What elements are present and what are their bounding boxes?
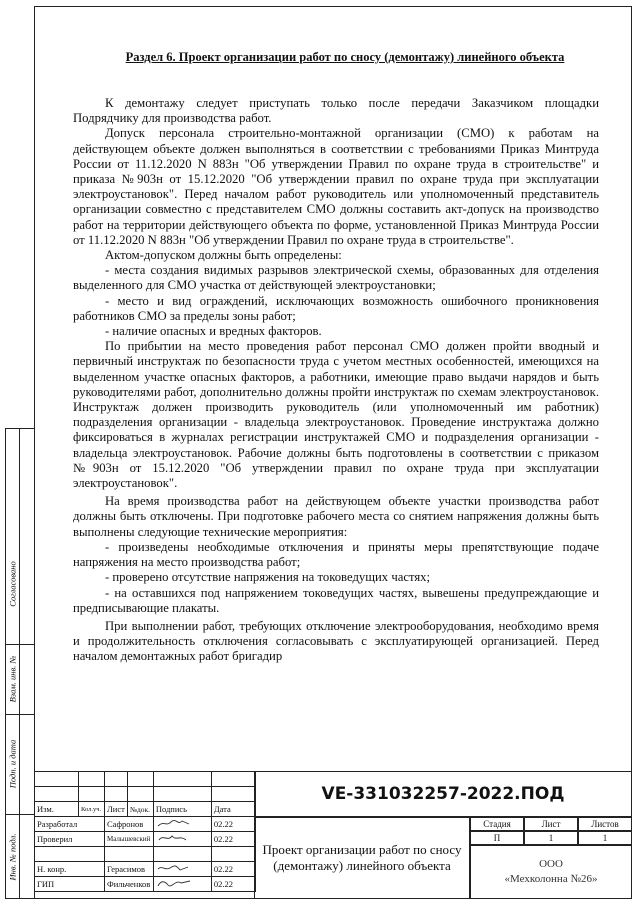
stage-value: П — [470, 831, 524, 845]
section-title: Раздел 6. Проект организации работ по сносу (демонтажу) линейного объекта — [125, 50, 565, 64]
table-row: Проверил Малышевский 02.22 — [35, 832, 256, 847]
list-item: - место и вид ограждений, исключающих возможность ошибочного проникновения работников СМО за пределы зоны работ; — [73, 293, 599, 323]
sheet-header: Лист — [524, 817, 578, 831]
paragraph: Актом-допуском должны быть определены: — [105, 248, 342, 263]
sheet-value: 1 — [524, 831, 578, 845]
list-item: - произведены необходимые отключения и приняты меры препятствующие подаче напряжения на место производства работ; — [73, 539, 599, 570]
list-item: - наличие опасных и вредных факторов. — [105, 324, 322, 339]
table-row: Разработал Сафронов 02.22 — [35, 817, 256, 832]
agreed-label: Согласовано — [7, 561, 18, 607]
paragraph: Допуск персонала строительно-монтажной организации (СМО) к работам на действующем объекте должен выполняться в соответствии с требованиями Приказ Минтруда России от 11.12.2020 N 883н "Об утверждении Правил по охране труда в строительстве" и приказа №903н от 15.12.2020 "Об утверждении правил по охране труда при эксплуатации электроустановок". Перед началом работ руководитель или уполномоченный представитель организации совместно с представителем СМО должны составить акт-допуск на производство работ на территории действующего объекта по форме, установленной Приказ Минтруда России от 11.12.2020 N 883н "Об утверждении Правил по охране труда в строительстве". — [73, 126, 599, 247]
signature-table — [34, 771, 256, 892]
signature — [153, 817, 211, 832]
sheets-value: 1 — [578, 831, 632, 845]
paragraph: На время производства работ на действующем объекте участки производства работ должны быть отключены. При подготовке рабочего места со снятием напряжения должны быть выполнены следующие технические мероприятия: — [73, 494, 599, 539]
organization: ООО «Мехколонна №26» — [470, 845, 632, 899]
signature — [153, 877, 211, 892]
document-code: VE-331032257-2022.ПОД — [254, 771, 632, 817]
document-name: Проект организации работ по сносу (демонтажу) линейного объекта — [254, 817, 470, 899]
sheets-header: Листов — [578, 817, 632, 831]
inv-number-label: Инв. № подл. — [7, 833, 18, 880]
document-body — [73, 96, 599, 665]
paragraph: При выполнении работ, требующих отключение электрооборудования, необходимо время и продолжительность отключения согласовывать с эксплуатирующей организацией. Перед началом демонтажных работ бригадир — [73, 618, 599, 664]
sign-date-label: Подп. и дата — [7, 739, 18, 789]
list-item: - проверено отсутствие напряжения на токоведущих частях; — [105, 570, 431, 585]
approval-strip — [5, 428, 34, 899]
stage-block — [470, 817, 632, 899]
replace-inv-label: Взам. инв. № — [7, 655, 18, 703]
list-item: - места создания видимых разрывов электрической схемы, образованных для отделения выделенного для СМО участка от действующей электроустановки; — [73, 263, 599, 293]
table-row: ГИП Фильченков 02.22 — [35, 877, 256, 892]
signature — [153, 832, 211, 847]
table-header-row: Изм. Кол.уч. Лист №док. Подпись Дата — [35, 802, 256, 817]
paragraph: К демонтажу следует приступать только после передачи Заказчиком площадки Подрядчику для производства работ. — [73, 96, 599, 126]
signature — [153, 862, 211, 877]
title-block — [34, 771, 632, 899]
table-row: Н. конр. Герасимов 02.22 — [35, 862, 256, 877]
table-row — [35, 847, 256, 862]
list-item: - на оставшихся под напряжением токоведущих частях, вывешены предупреждающие и предписывающие плакаты. — [73, 585, 599, 615]
stage-header: Стадия — [470, 817, 524, 831]
paragraph: По прибытии на место проведения работ персонал СМО должен пройти вводный и первичный инструктаж по безопасности труда с учетом местных особенностей, имеющихся на выделенном участке опасных факторов, а работники, имеющие право выдачи нарядов и быть руководителями работ, дополнительно должны пройти инструктаж по схемам электроустановок. Инструктаж должен производить руководитель (или уполномоченный им работник) подразделения организации - владельца электроустановок. Проведение инструктажа должно фиксироваться в журналах регистрации инструктажей СМО и подразделения организации - владельца электроустановок. Рабочие должны быть подготовлены в соответствии с приказом №903н от 15.12.2020 "Об утверждении правил по охране труда при эксплуатации электроустановок". — [73, 339, 599, 491]
